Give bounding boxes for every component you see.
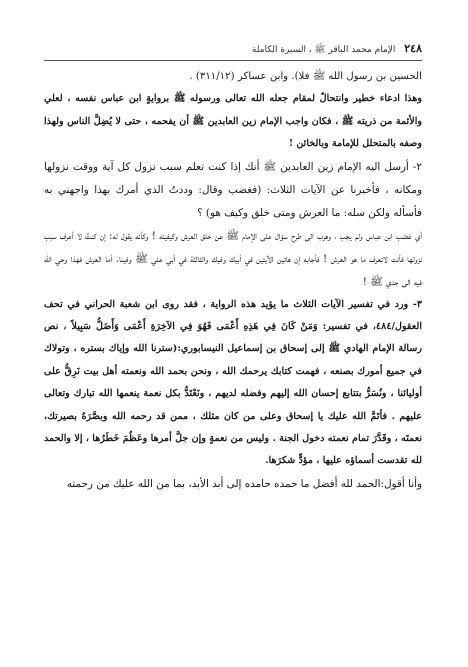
paragraph-commentary: وهذا ادعاء خطير وانتحالٌ لمقام جعله الله تعالى ورسوله ﷺ بروايةٍ ابن عباس نفسه ، لعلي والأئمة من ذريته ﷺ ، فكان واجب الإمام زين العابدين ﷺ أن يفحمه ، حتى لا يُضِلَّ الناس ولهذا وصفه بالمتحلل للإمامة وبالخائن ! [44,93,422,150]
running-head: الإمام محمد الباقر ﷺ ، السيرة الكاملة [251,45,396,55]
page-number: ٢٤٨ [404,42,422,55]
paragraph-point-2: ٢- أرسل اليه الإمام زين العابدين ﷺ أنك إذا كنت تعلم سبب نزول كل آية ووقت نزولها ومكانه ، فأخبرنا عن الآيات الثلاث: (فغضب وقال: وددتُ الذي أمرك بهذا واجهني به فأسأله ولكن سله: ما العرش ومتى خلق وكيف هو) ؟ [44,160,422,219]
page-header [44,40,422,58]
paragraph-explanation: أي غضب ابن عباس ولم يجب ، وهرب الى طرح سؤال على الإمام ﷺ عن خلق العرش وكيفيته ! وكأنه يقول له: إن كنتُ لا أعرف سبب نزولها فأنت لاتعرف ما هو العرش ! فأجابه إن هاتين الآيتين في أبيك وفيك والثالثة في أبي علي ﷺ وفينا. أما العرش فهذا وحي الله فيه الى جدي ﷺ ! [44,229,422,288]
paragraph-closing: وأنا أقول:الحمد لله أفضل ما حمده حامده إلى أبد الأبد، بما من الله عليك من رحمته [66,477,422,490]
header-rule [44,60,422,61]
paragraph-citation: الحسين بن رسول الله ﷺ فلا). وابن عساكر (٣١١/١٢) . [189,71,422,82]
paragraph-point-3: ٣- ورد في تفسير الآيات الثلاث ما يؤيد هذه الرواية ، فقد روى ابن شعبة الحراني في تحف العقول/٤٨٤، في تفسير: وَمَنْ كَانَ فِي هَذِهِ أَعْمَى فَهُوَ فِي الآخِرَةِ أَعْمَى وَأَضَلُّ سَبِيلاً ، نص رسالة الإمام الهادي ﷺ إلى إسحاق بن إسماعيل النيسابوري:(سترنا الله وإياك بستره ، وتولاك في جميع أمورك بصنعه ، فهمت كتابك يرحمك الله ، ونحن بحمد الله ونعمته أهل بيت نَرِقُّ على أوليائنا ، ونُسَرُّ بتتابع إحسان الله إليهم وفضله لديهم ، ونَعْتَدُّ بكل نعمة ينعمها الله تبارك وتعالى عليهم . فأتَمَّ الله عليك يا إسحاق وعلى من كان مثلك ، ممن قد رحمه الله وبصَّرَهُ بصيرتك، نعمتَه ، وقَدَّرَ تمام نعمته دخول الجنة . وليس من نعمةٍ وإن جلَّ أمرها وعَظُمَ خَطَرُها ، إلا والحمد لله تقدست أسماؤه عليها ، مؤدٍّ شكرَها. [44,298,422,467]
page-body [44,66,422,496]
